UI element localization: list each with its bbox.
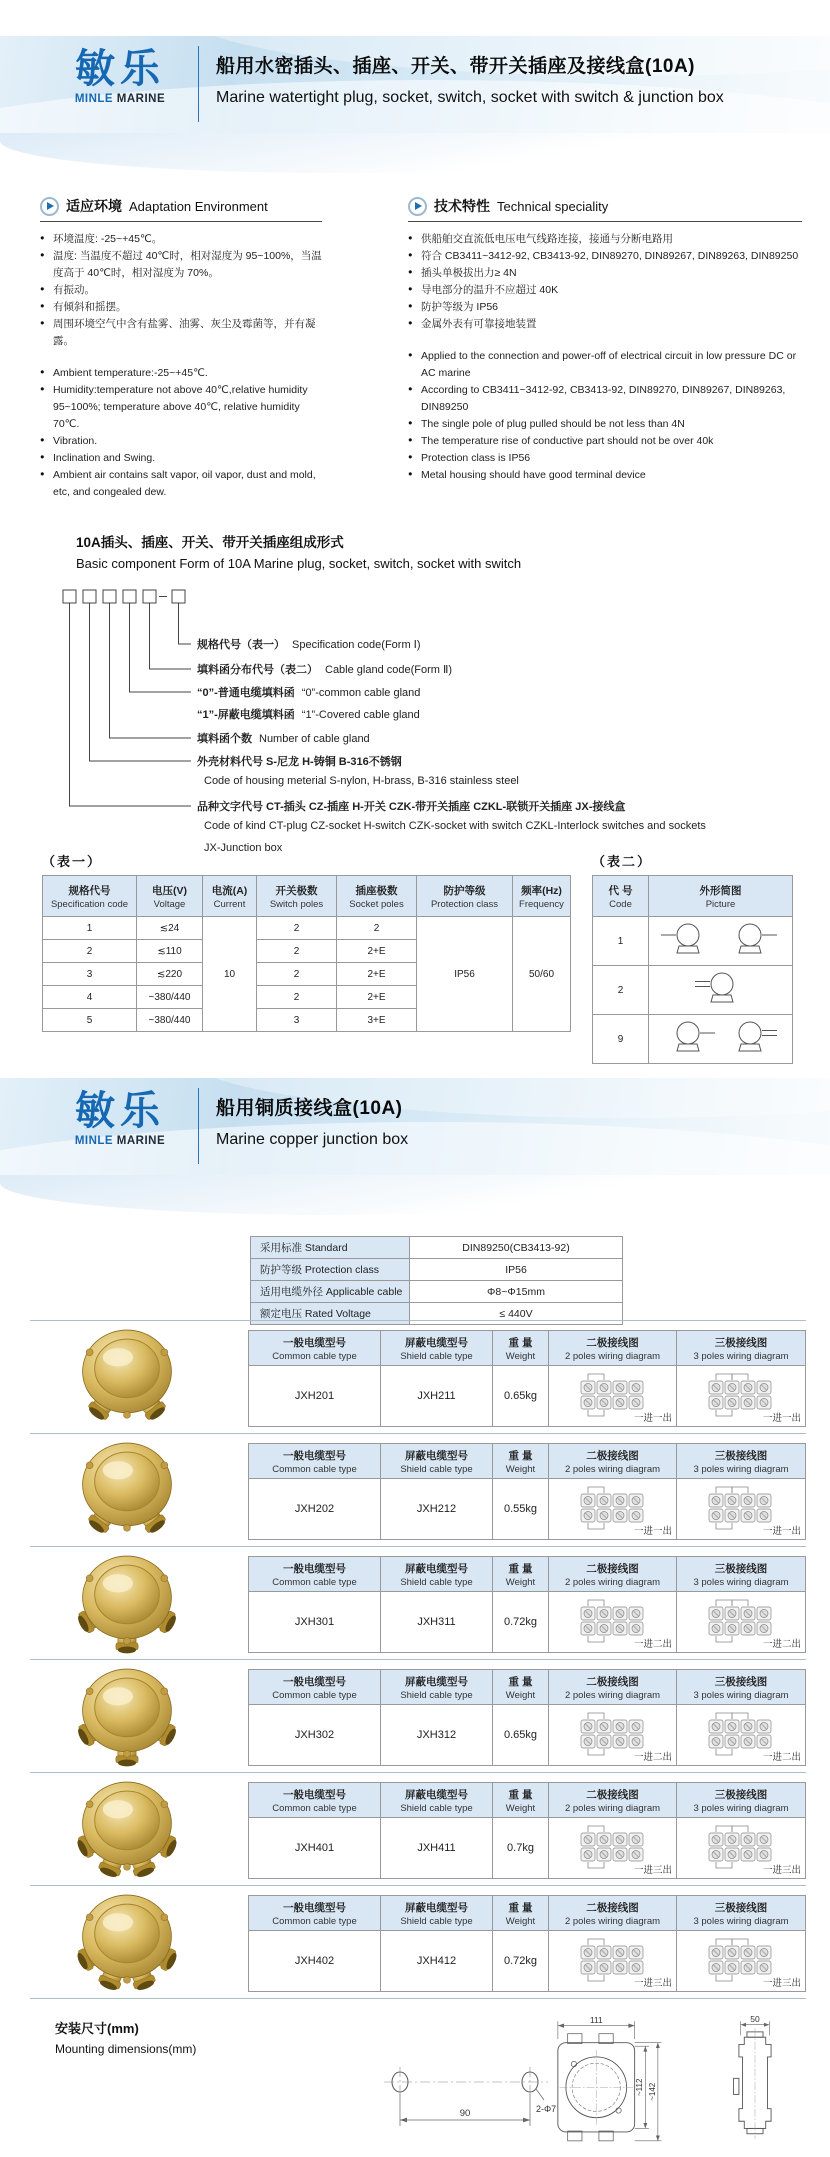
code-label: “1”-屏蔽电缆填料函 “1”-Covered cable gland — [197, 709, 420, 721]
gland-code: 2 — [593, 966, 649, 1015]
code-label: 填料函个数 Number of cable gland — [197, 733, 370, 745]
dim-width: 111 — [589, 2015, 603, 2025]
col-header-common: 一般电缆型号 Common cable type — [249, 1670, 381, 1705]
col-header-3pole: 三极接线图 3 poles wiring diagram — [677, 1444, 806, 1479]
bullet-list-en — [408, 348, 802, 484]
gland-pictogram-right — [649, 1015, 793, 1064]
wiring-3pole-cell — [677, 1818, 806, 1879]
code-label: 外壳材料代号 S-尼龙 H-铸铜 B-316不锈钢 — [197, 756, 402, 768]
list-item: ● Humidity:temperature not above 40℃,relative humidity 95~100%; temperature above 40℃, relative humidity 70℃. — [40, 382, 322, 433]
list-item: ● 导电部分的温升不应超过 40K — [408, 282, 802, 299]
list-item: ● 供船舶交直流低电压电气线路连接，接通与分断电路用 — [408, 231, 802, 248]
shield-cable-model: JXH311 — [381, 1592, 493, 1653]
list-item: ● Ambient air contains salt vapor, oil vapor, dust and mold, etc, and congealed dew. — [40, 467, 322, 501]
table-row: 4 ~380/440 2 2+E — [43, 986, 571, 1009]
section-heading — [40, 196, 322, 222]
flow-label: 一进一出 — [633, 1526, 672, 1537]
weight-value: 0.55kg — [493, 1479, 549, 1540]
bullet-list-en — [40, 365, 322, 501]
flow-label: 一进三出 — [762, 1978, 801, 1989]
product-spec-table — [248, 1556, 806, 1653]
table-row — [43, 917, 571, 940]
col-header: 电压(V) Voltage — [137, 876, 203, 917]
current: 10 — [203, 917, 257, 1032]
col-header-2pole: 二极接线图 2 poles wiring diagram — [549, 1783, 677, 1818]
gland-symbol-icon — [655, 1017, 787, 1059]
code-label: “0”-普通电缆填料函 “0”-common cable gland — [197, 687, 421, 699]
list-item: ● Protection class is IP56 — [408, 450, 802, 467]
component-form-title-cn: 10A插头、插座、开关、带开关插座组成形式 — [76, 535, 344, 550]
col-header-2pole: 二极接线图 2 poles wiring diagram — [549, 1896, 677, 1931]
frequency: 50/60 — [513, 917, 571, 1032]
col-header-common: 一般电缆型号 Common cable type — [249, 1896, 381, 1931]
col-header: 代 号 Code — [593, 876, 649, 917]
col-header-2pole: 二极接线图 2 poles wiring diagram — [549, 1670, 677, 1705]
side-view-drawing-svg — [716, 2014, 794, 2157]
wave-tail — [0, 1175, 830, 1215]
table-row: 3 ≲220 2 2+E — [43, 963, 571, 986]
col-header: 规格代号 Specification code — [43, 876, 137, 917]
list-item: ● 有振动。 — [40, 282, 322, 299]
col-header-shield: 屏蔽电缆型号 Shield cable type — [381, 1783, 493, 1818]
gland-symbol-icon — [655, 968, 787, 1010]
page-title-en: Marine watertight plug, socket, switch, socket with switch & junction box — [216, 89, 724, 106]
product-row — [30, 1546, 806, 1660]
shield-cable-model: JXH312 — [381, 1705, 493, 1766]
weight-value: 0.72kg — [493, 1592, 549, 1653]
code-label: Code of kind CT-plug CZ-socket H-switch CZK-socket with switch CZKL-Interlock switches and sockets — [204, 820, 706, 832]
col-header-3pole: 三极接线图 3 poles wiring diagram — [677, 1670, 806, 1705]
col-header-2pole: 二极接线图 2 poles wiring diagram — [549, 1331, 677, 1366]
list-item: ● The single pole of plug pulled should be not less than 4N — [408, 416, 802, 433]
col-header-shield: 屏蔽电缆型号 Shield cable type — [381, 1557, 493, 1592]
flow-label: 一进一出 — [762, 1526, 801, 1537]
wiring-3pole-cell — [677, 1479, 806, 1540]
logo-en-text: MINLE MARINE — [74, 1135, 166, 1147]
header-band-1 — [0, 36, 830, 133]
weight-value: 0.65kg — [493, 1705, 549, 1766]
weight-value: 0.72kg — [493, 1931, 549, 1992]
gland-code: 1 — [593, 917, 649, 966]
product-spec-table — [248, 1443, 806, 1540]
col-header: 插座极数 Socket poles — [337, 876, 417, 917]
flow-label: 一进二出 — [762, 1752, 801, 1763]
shield-cable-model: JXH411 — [381, 1818, 493, 1879]
col-header-weight: 重 量 Weight — [493, 1783, 549, 1818]
wiring-3pole-cell — [677, 1366, 806, 1427]
col-header-shield: 屏蔽电缆型号 Shield cable type — [381, 1444, 493, 1479]
list-item: ● 环境温度: -25~+45℃。 — [40, 231, 322, 248]
page-title — [216, 1093, 408, 1149]
junction-box-photo — [56, 1889, 198, 1996]
weight-value: 0.7kg — [493, 1818, 549, 1879]
product-spec-table — [248, 1895, 806, 1992]
flow-label: 一进三出 — [633, 1865, 672, 1876]
shield-cable-model: JXH412 — [381, 1931, 493, 1992]
gland-layout-table — [592, 875, 793, 1064]
section-heading — [408, 196, 802, 222]
wiring-2pole-cell — [549, 1592, 677, 1653]
table-row: 额定电压 Rated Voltage ≤ 440V — [251, 1303, 623, 1325]
heading-en: Technical speciality — [497, 198, 609, 214]
hole-spacing-drawing — [378, 2058, 558, 2143]
form1-caption: （表一） — [42, 854, 103, 869]
list-item: ● 防护等级为 IP56 — [408, 299, 802, 316]
list-item: ● 插头单极拔出力≥ 4N — [408, 265, 802, 282]
col-header-shield: 屏蔽电缆型号 Shield cable type — [381, 1331, 493, 1366]
list-item: ● Vibration. — [40, 433, 322, 450]
hole-spacing-drawing-svg — [378, 2058, 558, 2138]
table-row — [593, 1015, 793, 1064]
col-header: 防护等级 Protection class — [417, 876, 513, 917]
shield-cable-model: JXH211 — [381, 1366, 493, 1427]
table-row: 5 ~380/440 3 3+E — [43, 1009, 571, 1032]
junction-box-photo — [56, 1437, 198, 1544]
component-form-title-en: Basic component Form of 10A Marine plug, socket, switch, socket with switch — [76, 556, 522, 571]
heading-en: Adaptation Environment — [129, 198, 268, 214]
dim-depth: 50 — [750, 2014, 760, 2025]
bullet-list-cn — [408, 231, 802, 333]
product-row — [30, 1659, 806, 1773]
wiring-2pole-cell — [549, 1931, 677, 1992]
col-header: 频率(Hz) Frequency — [513, 876, 571, 917]
voltage: ≲24 — [137, 917, 203, 940]
header-band-2 — [0, 1078, 830, 1175]
brand-logo — [56, 1090, 184, 1147]
page-title-en: Marine copper junction box — [216, 1131, 409, 1148]
dim-height-total: ~142 — [648, 2082, 658, 2101]
wiring-2pole-cell — [549, 1818, 677, 1879]
logo-cn-text: 敏乐 — [75, 1089, 165, 1133]
form2-caption: （表二） — [592, 854, 653, 869]
model-code-diagram — [55, 584, 827, 884]
gland-pictogram-double-left — [649, 966, 793, 1015]
col-header: 外形简图 Picture — [649, 876, 793, 917]
shield-cable-model: JXH212 — [381, 1479, 493, 1540]
page-title-cn: 船用水密插头、插座、开关、带开关插座及接线盒(10A) — [216, 56, 696, 77]
play-circle-icon — [408, 197, 427, 216]
front-view-drawing-svg — [540, 2014, 665, 2157]
gland-pictogram-left-right — [649, 917, 793, 966]
col-header: 开关极数 Switch poles — [257, 876, 337, 917]
common-cable-model: JXH302 — [249, 1705, 381, 1766]
list-item: ● 温度: 当温度不超过 40℃时，相对湿度为 95~100%，当温度高于 40℃时，相对湿度为 70%。 — [40, 248, 322, 282]
page-title-cn: 船用铜质接线盒(10A) — [216, 1098, 403, 1119]
common-cable-model: JXH202 — [249, 1479, 381, 1540]
list-item: ● 周围环境空气中含有盐雾、油雾、灰尘及霉菌等，并有凝露。 — [40, 316, 322, 350]
col-header-weight: 重 量 Weight — [493, 1896, 549, 1931]
flow-label: 一进一出 — [762, 1413, 801, 1424]
socket-poles: 2 — [337, 917, 417, 940]
wiring-2pole-cell — [549, 1479, 677, 1540]
list-item: ● Inclination and Swing. — [40, 450, 322, 467]
col-header-3pole: 三极接线图 3 poles wiring diagram — [677, 1896, 806, 1931]
table-row: 2 ≲110 2 2+E — [43, 940, 571, 963]
list-item: ● 有倾斜和摇摆。 — [40, 299, 322, 316]
product-spec-table — [248, 1669, 806, 1766]
code-label: 品种文字代号 CT-插头 CZ-插座 H-开关 CZK-带开关插座 CZKL-联锁开关插座 JX-接线盒 — [197, 801, 626, 813]
gland-symbol-icon — [655, 919, 787, 961]
col-header-common: 一般电缆型号 Common cable type — [249, 1783, 381, 1818]
col-header-weight: 重 量 Weight — [493, 1331, 549, 1366]
dim-hole-label: 2-Φ7 — [536, 2104, 557, 2114]
list-item: ● Applied to the connection and power-off of electrical circuit in low pressure DC or AC marine — [408, 348, 802, 382]
section-divider — [30, 1998, 806, 1999]
col-header-3pole: 三极接线图 3 poles wiring diagram — [677, 1783, 806, 1818]
col-header-weight: 重 量 Weight — [493, 1444, 549, 1479]
junction-box-photo — [56, 1663, 198, 1770]
product-row — [30, 1320, 806, 1434]
product-spec-table — [248, 1330, 806, 1427]
junction-box-photo — [56, 1776, 198, 1883]
mounting-title-cn: 安装尺寸(mm) — [55, 2021, 139, 2036]
wiring-3pole-cell — [677, 1592, 806, 1653]
heading-cn: 适应环境 — [66, 198, 122, 214]
table-row: 采用标准 Standard DIN89250(CB3413-92) — [251, 1237, 623, 1259]
code-label: JX-Junction box — [204, 842, 283, 854]
spec-code: 1 — [43, 917, 137, 940]
table-row — [593, 966, 793, 1015]
brand-logo — [56, 48, 184, 105]
junction-box-photo — [56, 1324, 198, 1431]
switch-poles: 2 — [257, 917, 337, 940]
logo-cn-text: 敏乐 — [75, 47, 165, 91]
heading-cn: 技术特性 — [434, 198, 490, 214]
dim-hole-span: 90 — [459, 2108, 471, 2119]
table-row: 适用电缆外径 Applicable cable Φ8~Φ15mm — [251, 1281, 623, 1303]
col-header-2pole: 二极接线图 2 poles wiring diagram — [549, 1444, 677, 1479]
dim-height-inner: ~112 — [634, 2078, 644, 2097]
list-item: ● Metal housing should have good terminal device — [408, 467, 802, 484]
flow-label: 一进二出 — [633, 1752, 672, 1763]
page-title — [216, 51, 724, 107]
common-cable-model: JXH201 — [249, 1366, 381, 1427]
wiring-2pole-cell — [549, 1705, 677, 1766]
product-spec-table — [248, 1782, 806, 1879]
col-header-3pole: 三极接线图 3 poles wiring diagram — [677, 1557, 806, 1592]
col-header-common: 一般电缆型号 Common cable type — [249, 1331, 381, 1366]
mounting-title-en: Mounting dimensions(mm) — [55, 2042, 197, 2056]
product-row — [30, 1433, 806, 1547]
wave-tail — [0, 133, 830, 173]
adaptation-environment-section — [40, 196, 322, 501]
list-item: ● 金属外表有可靠接地装置 — [408, 316, 802, 333]
col-header-shield: 屏蔽电缆型号 Shield cable type — [381, 1896, 493, 1931]
list-item: ● Ambient temperature:-25~+45℃. — [40, 365, 322, 382]
bullet-list-cn — [40, 231, 322, 350]
wiring-3pole-cell — [677, 1931, 806, 1992]
col-header-3pole: 三极接线图 3 poles wiring diagram — [677, 1331, 806, 1366]
flow-label: 一进三出 — [633, 1978, 672, 1989]
list-item: ● The temperature rise of conductive part should not be over 40k — [408, 433, 802, 450]
protection-class: IP56 — [417, 917, 513, 1032]
wiring-2pole-cell — [549, 1366, 677, 1427]
product-row — [30, 1772, 806, 1886]
code-label: 规格代号（表一） Specification code(Form Ⅰ) — [197, 639, 421, 651]
flow-label: 一进二出 — [762, 1639, 801, 1650]
flow-label: 一进三出 — [762, 1865, 801, 1876]
component-form-title — [76, 531, 521, 571]
logo-en-text: MINLE MARINE — [74, 93, 166, 105]
col-header-2pole: 二极接线图 2 poles wiring diagram — [549, 1557, 677, 1592]
junction-box-photo — [56, 1550, 198, 1657]
col-header-weight: 重 量 Weight — [493, 1557, 549, 1592]
code-label: 填料函分布代号（表二） Cable gland code(Form Ⅱ) — [197, 664, 453, 676]
flow-label: 一进一出 — [633, 1413, 672, 1424]
common-cable-model: JXH301 — [249, 1592, 381, 1653]
technical-speciality-section — [408, 196, 802, 484]
col-header: 电流(A) Current — [203, 876, 257, 917]
list-item: ● 符合 CB3411~3412-92, CB3413-92, DIN89270, DIN89267, DIN89263, DIN89250 — [408, 248, 802, 265]
table-row — [593, 917, 793, 966]
col-header-weight: 重 量 Weight — [493, 1670, 549, 1705]
header-divider — [198, 1088, 199, 1164]
col-header-shield: 屏蔽电缆型号 Shield cable type — [381, 1670, 493, 1705]
front-view-drawing — [540, 2014, 665, 2157]
play-circle-icon — [40, 197, 59, 216]
specification-table — [42, 875, 571, 1032]
code-label: Code of housing meterial S-nylon, H-brass, B-316 stainless steel — [204, 775, 519, 787]
col-header-common: 一般电缆型号 Common cable type — [249, 1444, 381, 1479]
weight-value: 0.65kg — [493, 1366, 549, 1427]
common-cable-model: JXH402 — [249, 1931, 381, 1992]
common-cable-model: JXH401 — [249, 1818, 381, 1879]
list-item: ● According to CB3411~3412-92, CB3413-92, DIN89270, DIN89267, DIN89263, DIN89250 — [408, 382, 802, 416]
product-row — [30, 1885, 806, 1999]
mounting-dimensions-title — [55, 2018, 196, 2056]
col-header-common: 一般电缆型号 Common cable type — [249, 1557, 381, 1592]
header-divider — [198, 46, 199, 122]
side-view-drawing — [716, 2014, 794, 2157]
wiring-3pole-cell — [677, 1705, 806, 1766]
gland-code: 9 — [593, 1015, 649, 1064]
flow-label: 一进二出 — [633, 1639, 672, 1650]
table-row: 防护等级 Protection class IP56 — [251, 1259, 623, 1281]
standards-table — [250, 1236, 623, 1325]
